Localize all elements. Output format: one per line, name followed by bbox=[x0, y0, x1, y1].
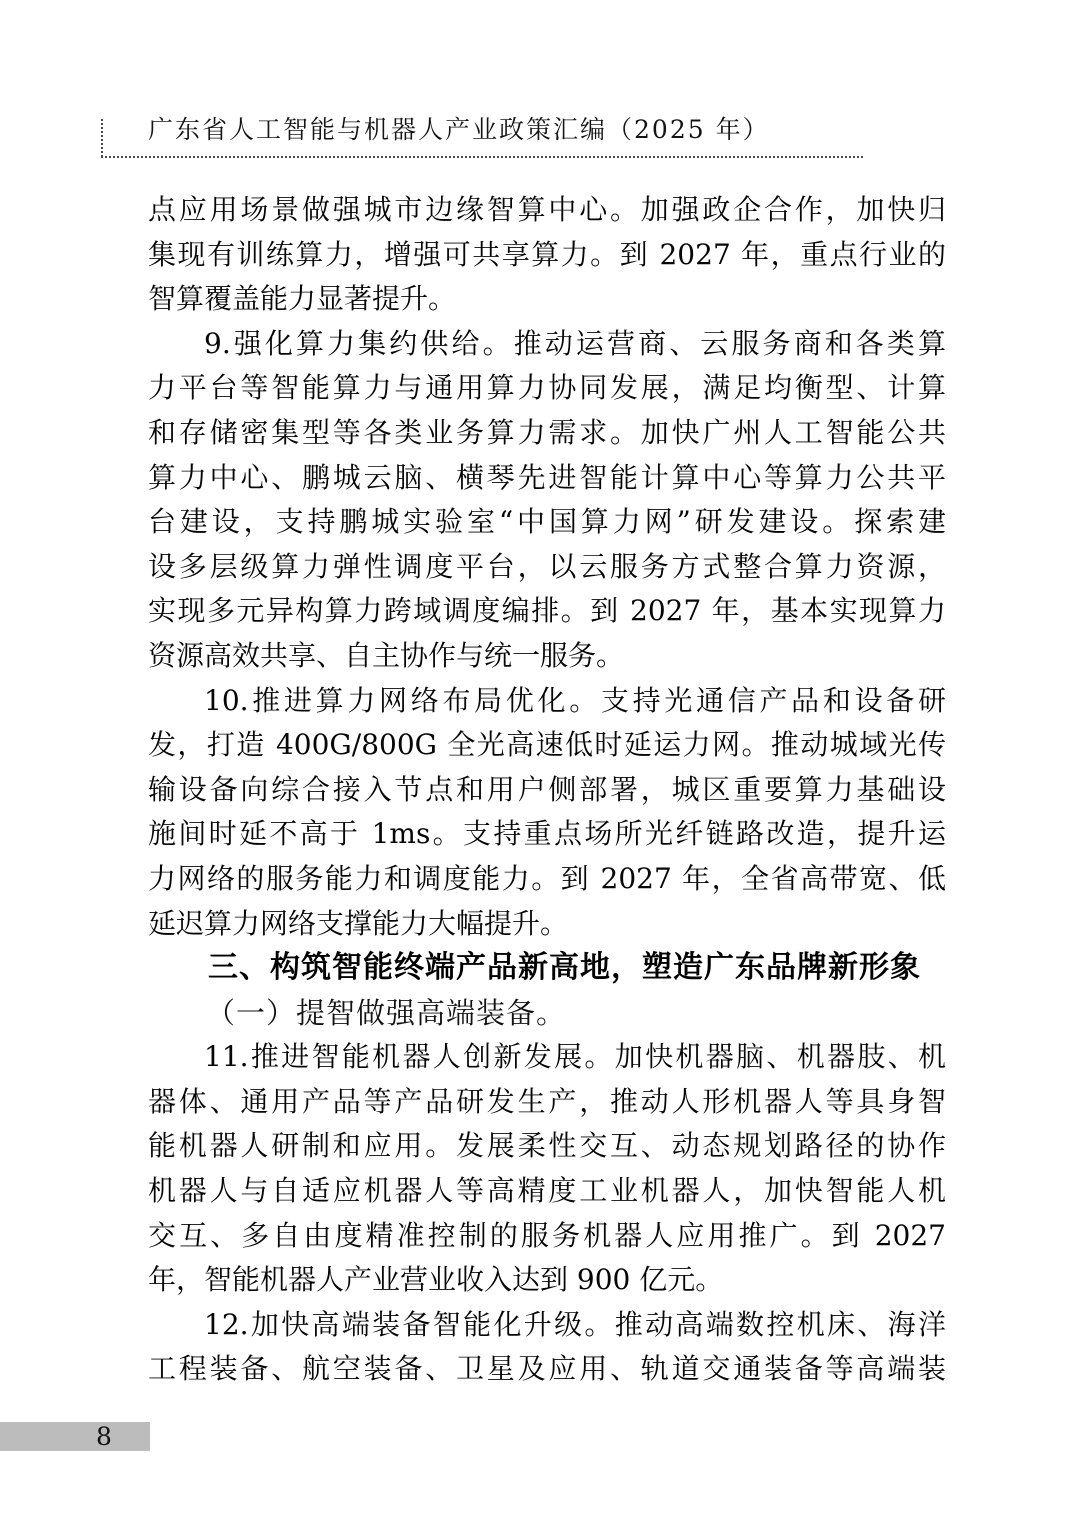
text-line: 力平台等智能算力与通用算力协同发展，满足均衡型、计算 bbox=[148, 371, 946, 405]
section-heading: 三、构筑智能终端产品新高地，塑造广东品牌新形象 bbox=[208, 950, 921, 986]
text-line: 和存储密集型等各类业务算力需求。加快广州人工智能公共 bbox=[148, 415, 946, 449]
text-line: 算力中心、鹏城云脑、横琴先进智能计算中心等算力公共平 bbox=[148, 460, 946, 494]
text-line: 能机器人研制和应用。发展柔性交互、动态规划路径的协作 bbox=[148, 1129, 946, 1163]
text-line: 交互、多自由度精准控制的服务机器人应用推广。到 2027 bbox=[148, 1218, 946, 1252]
page-number: 8 bbox=[96, 1422, 112, 1451]
text-line: 实现多元异构算力跨域调度编排。到 2027 年，基本实现算力 bbox=[148, 594, 946, 628]
text-line: 点应用场景做强城市边缘智算中心。加强政企合作，加快归 bbox=[148, 193, 946, 226]
text-line: 12.加快高端装备智能化升级。推动高端数控机床、海洋 bbox=[204, 1307, 946, 1341]
text-line: 年，智能机器人产业营业收入达到 900 亿元。 bbox=[148, 1263, 724, 1297]
text-line: 输设备向综合接入节点和用户侧部署，城区重要算力基础设 bbox=[148, 772, 946, 806]
text-line: 台建设，支持鹏城实验室“中国算力网”研发建设。探索建 bbox=[148, 505, 946, 539]
document-body bbox=[148, 188, 946, 1392]
running-header-title: 广东省人工智能与机器人产业政策汇编（2025 年） bbox=[148, 115, 770, 144]
text-line: 10.推进算力网络布局优化。支持光通信产品和设备研 bbox=[204, 683, 946, 717]
text-line: 集现有训练算力，增强可共享算力。到 2027 年，重点行业的 bbox=[148, 237, 946, 271]
text-line: 智算覆盖能力显著提升。 bbox=[148, 282, 457, 316]
text-line: 发，打造 400G/800G 全光高速低时延运力网。推动城域光传 bbox=[148, 728, 946, 762]
text-line: 工程装备、航空装备、卫星及应用、轨道交通装备等高端装 bbox=[148, 1352, 946, 1386]
text-line: 11.推进智能机器人创新发展。加快机器脑、机器肢、机 bbox=[204, 1040, 946, 1074]
text-line: 力网络的服务能力和调度能力。到 2027 年，全省高带宽、低 bbox=[148, 861, 946, 895]
text-line: 施间时延不高于 1ms。支持重点场所光纤链路改造，提升运 bbox=[148, 817, 946, 851]
text-line: 9.强化算力集约供给。推动运营商、云服务商和各类算 bbox=[204, 326, 946, 360]
text-line: 延迟算力网络支撑能力大幅提升。 bbox=[148, 906, 569, 940]
text-line: 器体、通用产品等产品研发生产，推动人形机器人等具身智 bbox=[148, 1084, 946, 1118]
text-line: 机器人与自适应机器人等高精度工业机器人，加快智能人机 bbox=[148, 1174, 946, 1208]
page-number-box bbox=[0, 1422, 150, 1451]
sub-heading: （一）提智做强高端装备。 bbox=[206, 995, 567, 1030]
text-line: 设多层级算力弹性调度平台，以云服务方式整合算力资源， bbox=[148, 549, 946, 583]
header-dotted-rule bbox=[101, 156, 863, 158]
text-line: 资源高效共享、自主协作与统一服务。 bbox=[148, 638, 625, 672]
header-left-tick bbox=[101, 119, 103, 157]
